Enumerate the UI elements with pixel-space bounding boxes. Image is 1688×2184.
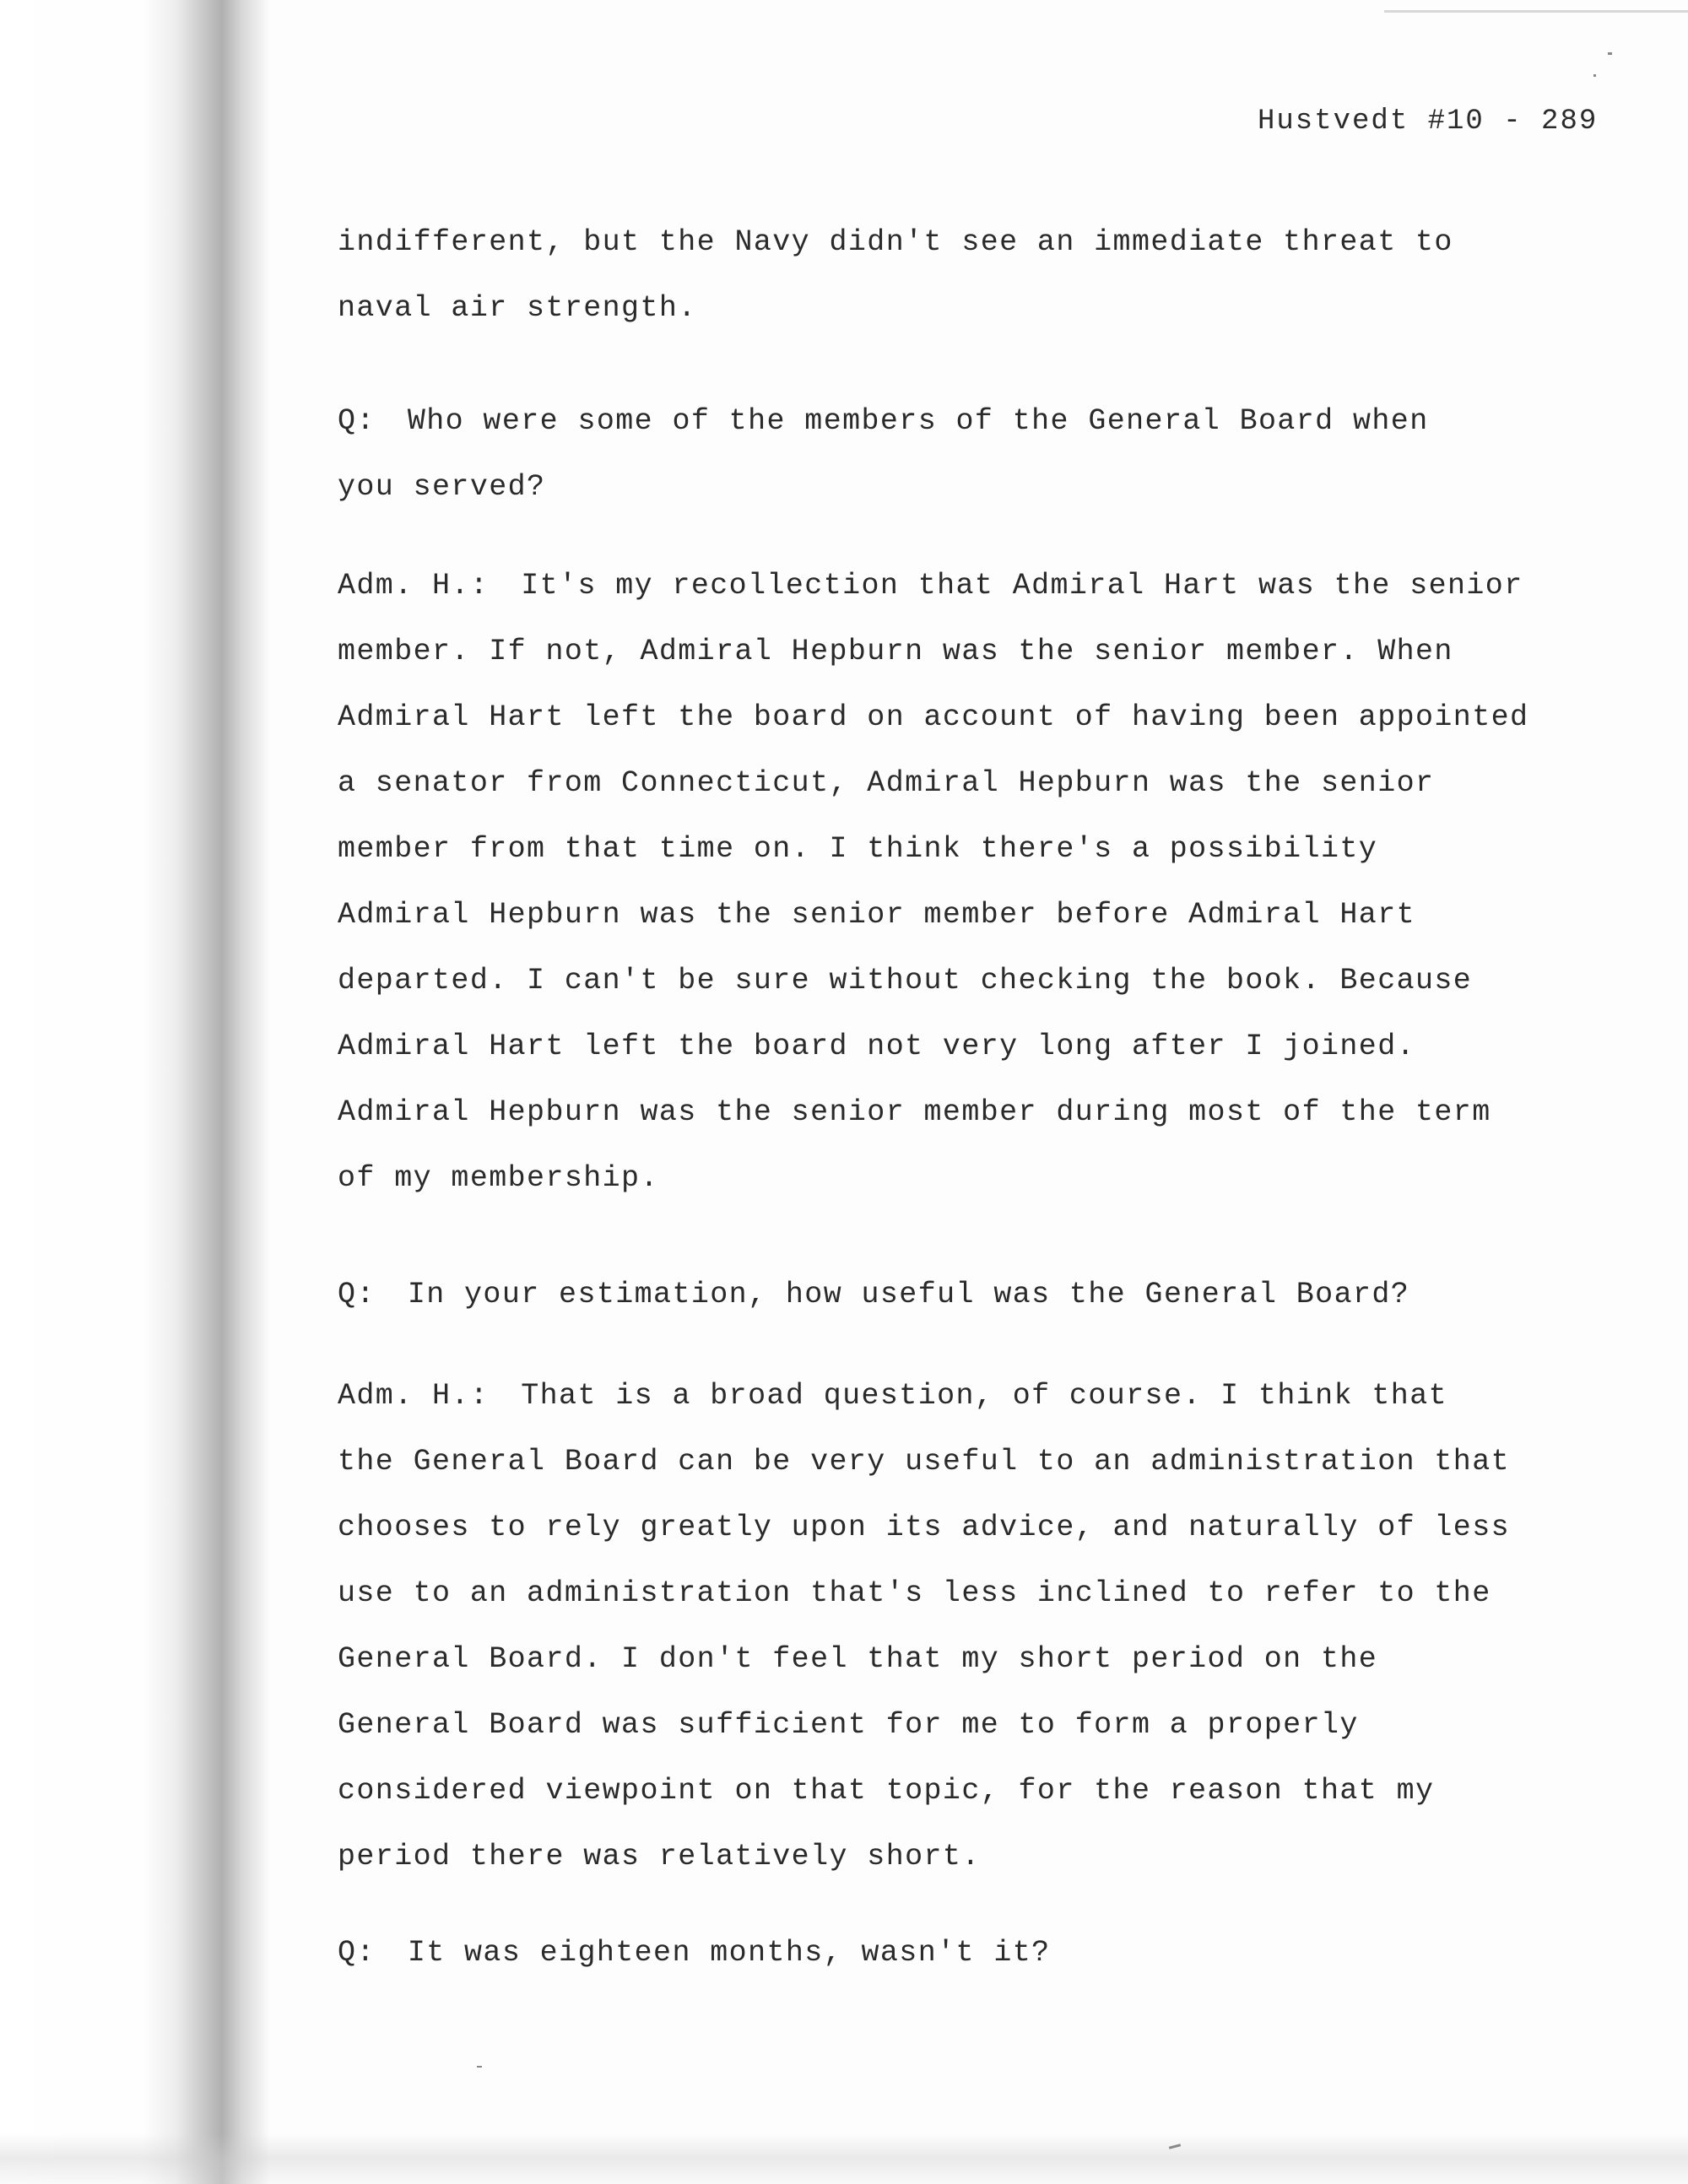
text-line: indifferent, but the Navy didn't see an immediate threat to <box>338 225 1453 259</box>
answer-members <box>338 553 1604 1211</box>
text-line: General Board. I don't feel that my short period on the <box>338 1642 1378 1676</box>
text-line: Admiral Hepburn was the senior member during most of the term <box>338 1095 1491 1129</box>
text-line: In your estimation, how useful was the General Board? <box>407 1278 1410 1311</box>
text-line: a senator from Connecticut, Admiral Hepburn was the senior <box>338 766 1435 800</box>
question-duration <box>338 1920 1604 1986</box>
text-line: chooses to rely greatly upon its advice, and naturally of less <box>338 1511 1511 1544</box>
text-line: It was eighteen months, wasn't it? <box>407 1936 1051 1970</box>
text-line: It's my recollection that Admiral Hart was the senior <box>521 569 1523 603</box>
text-line: considered viewpoint on that topic, for the reason that my <box>338 1774 1435 1808</box>
text-line: Admiral Hepburn was the senior member before Admiral Hart <box>338 898 1415 932</box>
text-line: Admiral Hart left the board on account of having been appointed <box>338 700 1529 734</box>
speaker-label: Adm. H.: <box>338 569 490 603</box>
scan-speck <box>477 2066 482 2068</box>
text-line: naval air strength. <box>338 291 697 325</box>
text-line: Who were some of the members of the General Board when <box>407 404 1429 438</box>
speaker-label: Q: <box>338 404 376 438</box>
question-members <box>338 388 1604 520</box>
speaker-label: Adm. H.: <box>338 1379 490 1413</box>
page-header: Hustvedt #10 - 289 <box>1258 105 1599 138</box>
text-line: you served? <box>338 470 546 504</box>
text-line: of my membership. <box>338 1161 659 1195</box>
paragraph-continuation <box>338 209 1604 341</box>
text-line: departed. I can't be sure without checking the book. Because <box>338 964 1473 997</box>
text-line: That is a broad question, of course. I think that <box>521 1379 1448 1413</box>
speaker-label: Q: <box>338 1278 376 1311</box>
page-bottom-edge <box>0 2133 1688 2184</box>
page-top-edge <box>1384 10 1688 13</box>
text-line: Admiral Hart left the board not very long after I joined. <box>338 1030 1415 1063</box>
text-line: General Board was sufficient for me to form a properly <box>338 1708 1359 1742</box>
binding-shadow <box>143 0 270 2184</box>
text-line: use to an administration that's less inclined to refer to the <box>338 1576 1491 1610</box>
text-line: member. If not, Admiral Hepburn was the senior member. When <box>338 635 1453 668</box>
scan-speck <box>1593 74 1596 77</box>
answer-usefulness <box>338 1363 1604 1889</box>
text-line: member from that time on. I think there's a possibility <box>338 832 1378 866</box>
speaker-label: Q: <box>338 1936 376 1970</box>
text-line: period there was relatively short. <box>338 1840 981 1873</box>
question-usefulness <box>338 1262 1604 1327</box>
scan-speck <box>1608 52 1612 55</box>
text-line: the General Board can be very useful to an administration that <box>338 1445 1511 1479</box>
